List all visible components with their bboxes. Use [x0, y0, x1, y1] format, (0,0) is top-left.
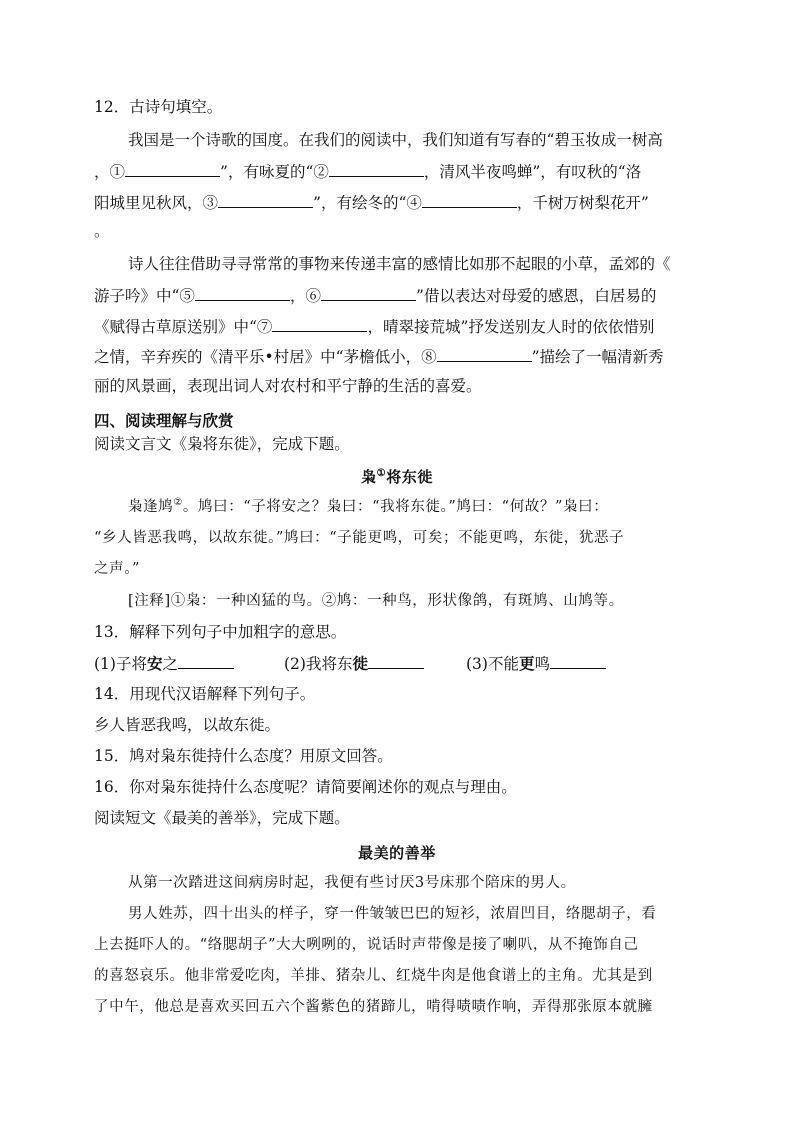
story-line5: 了中午，他总是喜欢买回五六个酱紫色的猪蹄儿，啃得啧啧作响，弄得那张原本就臃 — [94, 999, 653, 1015]
text: 鸣 — [534, 655, 550, 673]
q14-sentence: 乡人皆恶我鸣，以故东徙。 — [94, 716, 281, 734]
blank-5[interactable] — [195, 284, 290, 301]
text: 。鸠曰：“子将安之？枭曰：“我将东徙。”鸠曰：“何故？”枭曰： — [182, 499, 609, 515]
text: ，⑥ — [289, 287, 321, 305]
text: 之 — [162, 655, 178, 673]
classical-line3: 之声。” — [94, 561, 141, 577]
classical-note: [注释]①枭：一种凶猛的鸟。②鸠：一种鸟，形状像鸽，有斑鸠、山鸠等。 — [128, 593, 624, 609]
q14-heading: 14．用现代汉语解释下列句子。 — [94, 685, 316, 703]
text: ”描绘了一幅清新秀 — [531, 348, 664, 366]
q13-item-3 — [466, 652, 606, 674]
text: 《赋得古草原送别》中“⑦ — [94, 318, 273, 336]
blank-4[interactable] — [422, 191, 517, 208]
q12-p1-line4: 。 — [94, 222, 110, 240]
text: (3)不能 — [466, 655, 519, 673]
text: ”，有绘冬的“④ — [313, 194, 422, 212]
bold-char: 更 — [518, 654, 535, 673]
reading-intro-2: 阅读短文《最美的善举》，完成下题。 — [94, 809, 350, 827]
reading-intro-1: 阅读文言文《枭将东徙》，完成下题。 — [94, 435, 350, 453]
q13-item-1 — [94, 652, 234, 674]
answer-blank[interactable] — [550, 652, 606, 669]
text: 之情，辛弃疾的《清平乐•村居》中“茅檐低小，⑧ — [94, 348, 437, 366]
text: (1)子将 — [94, 655, 147, 673]
text: 阳城里见秋风，③ — [94, 194, 219, 212]
text: ，千树万树梨花开” — [516, 194, 649, 212]
q12-p2-line1: 诗人往往借助寻寻常常的事物来传递丰富的感情比如那不起眼的小草，孟郊的《 — [128, 255, 671, 273]
text: 枭 — [361, 468, 377, 486]
blank-3[interactable] — [218, 191, 313, 208]
story-line3: 上去挺吓人的。“络腮胡子”大大咧咧的，说话时声带像是接了喇叭，从不掩饰自己 — [94, 937, 639, 953]
classical-line2: “乡人皆恶我鸣，以故东徙。”鸠曰：“子能更鸣，可矣；不能更鸣，东徙，犹恶子 — [94, 530, 625, 546]
blank-1[interactable] — [125, 160, 220, 177]
q12-p2-line5: 丽的风景画，表现出词人对农村和平宁静的生活的喜爱。 — [94, 377, 482, 395]
classical-title — [0, 466, 794, 487]
story-line4: 的喜怒哀乐。他非常爱吃肉，羊排、猪杂儿、红烧牛肉是他食谱上的主角。尤其是到 — [94, 968, 653, 984]
blank-2[interactable] — [329, 160, 424, 177]
section-heading: 四、阅读理解与欣赏 — [94, 411, 234, 430]
text: (2)我将东 — [284, 655, 353, 673]
answer-blank[interactable] — [178, 652, 234, 669]
q12-p2-line2 — [94, 284, 656, 306]
story-line1: 从第一次踏进这间病房时起，我便有些讨厌3号床那个陪床的男人。 — [128, 875, 576, 891]
q12-p1-line2 — [94, 160, 641, 182]
q13-item-2 — [284, 652, 424, 674]
q15-heading: 15．鸠对枭东徙持什么态度？用原文回答。 — [94, 747, 393, 765]
text: ”借以表达对母爱的感恩，白居易的 — [415, 287, 657, 305]
story-title: 最美的善举 — [357, 844, 436, 862]
text: 枭逢鸠 — [128, 499, 174, 515]
answer-blank[interactable] — [368, 652, 424, 669]
blank-7[interactable] — [272, 315, 367, 332]
footnote-mark: ② — [173, 497, 183, 509]
blank-6[interactable] — [321, 284, 416, 301]
q12-p2-line4 — [94, 345, 664, 367]
q12-p1-line3 — [94, 191, 649, 213]
text: 将东徙 — [386, 468, 433, 486]
q12-heading: 12．古诗句填空。 — [94, 98, 223, 116]
blank-8[interactable] — [437, 345, 532, 362]
q12-p1-line1: 我国是一个诗歌的国度。在我们的阅读中，我们知道有写春的“碧玉妆成一树高 — [128, 131, 663, 149]
text: ”，有咏夏的“② — [220, 163, 329, 181]
text: ，晴翠接荒城”抒发送别友人时的依依惜别 — [367, 318, 655, 336]
bold-char: 徙 — [352, 654, 368, 673]
bold-char: 安 — [146, 654, 163, 673]
footnote-mark: ① — [376, 468, 387, 479]
classical-line1 — [128, 497, 608, 517]
q12-p2-line3 — [94, 315, 654, 337]
text: ，清风半夜鸣蝉”，有叹秋的“洛 — [423, 163, 642, 181]
text: ，① — [94, 163, 126, 181]
q13-heading: 13．解释下列句子中加粗字的意思。 — [94, 623, 347, 641]
story-line2: 男人姓苏，四十出头的样子，穿一件皱皱巴巴的短衫，浓眉凹目，络腮胡子，看 — [128, 906, 657, 922]
q16-heading: 16．你对枭东徙持什么态度呢？请简要阐述你的观点与理由。 — [94, 778, 517, 796]
text: 游子吟》中“⑤ — [94, 287, 195, 305]
